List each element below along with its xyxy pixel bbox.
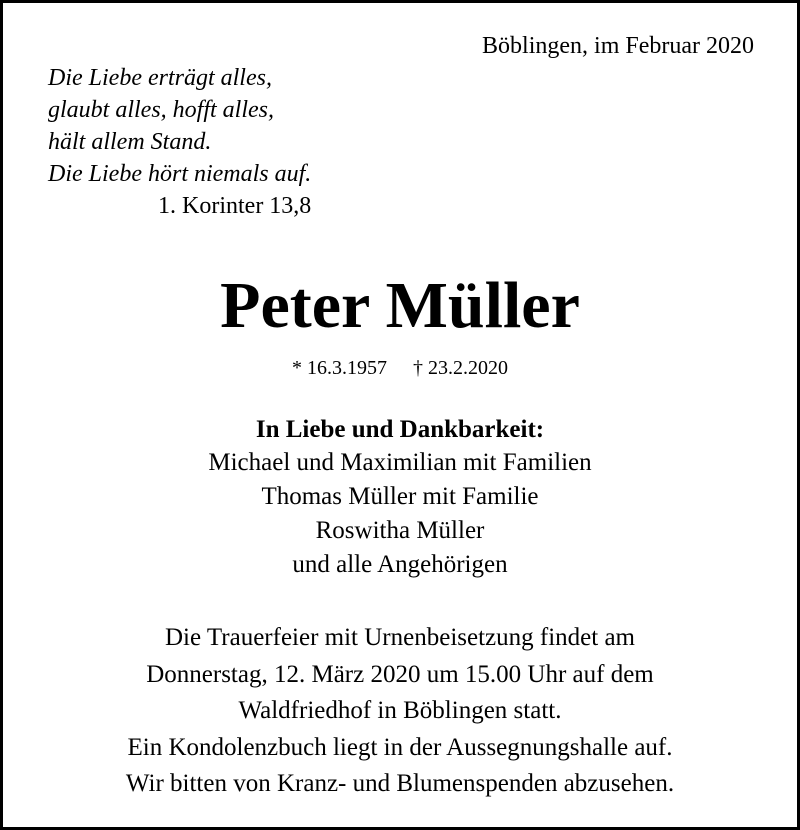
verse-line: Die Liebe erträgt alles, (48, 65, 272, 91)
notice-line: Die Trauerfeier mit Urnenbeisetzung findet am (165, 624, 635, 651)
notice-line: Waldfriedhof in Böblingen statt. (238, 697, 562, 724)
funeral-notice (0, 620, 800, 803)
verse-reference: 1. Korinter 13,8 (158, 193, 312, 219)
deceased-name: Peter Müller (220, 269, 580, 342)
life-dates (0, 355, 800, 381)
mourner-line: Michael und Maximilian mit Familien (208, 449, 592, 476)
birth-date: * 16.3.1957 (292, 357, 387, 379)
mourner-line: Thomas Müller mit Familie (261, 483, 539, 510)
notice-line: Wir bitten von Kranz- und Blumenspenden abzusehen. (125, 770, 675, 797)
place-date: Böblingen, im Februar 2020 (482, 33, 754, 59)
bible-verse (48, 62, 388, 222)
verse-line: hält allem Stand. (48, 129, 212, 155)
verse-line: Die Liebe hört niemals auf. (48, 161, 312, 187)
death-date: † 23.2.2020 (413, 357, 508, 379)
mourners-block (0, 414, 800, 582)
mourners-heading: In Liebe und Dankbarkeit: (255, 416, 545, 443)
verse-line: glaubt alles, hofft alles, (48, 97, 274, 123)
mourner-line: und alle Angehörigen (292, 551, 508, 578)
notice-line: Donnerstag, 12. März 2020 um 15.00 Uhr auf dem (146, 660, 654, 688)
notice-line: Ein Kondolenzbuch liegt in der Aussegnungshalle auf. (127, 733, 673, 761)
mourner-line: Roswitha Müller (315, 517, 485, 544)
